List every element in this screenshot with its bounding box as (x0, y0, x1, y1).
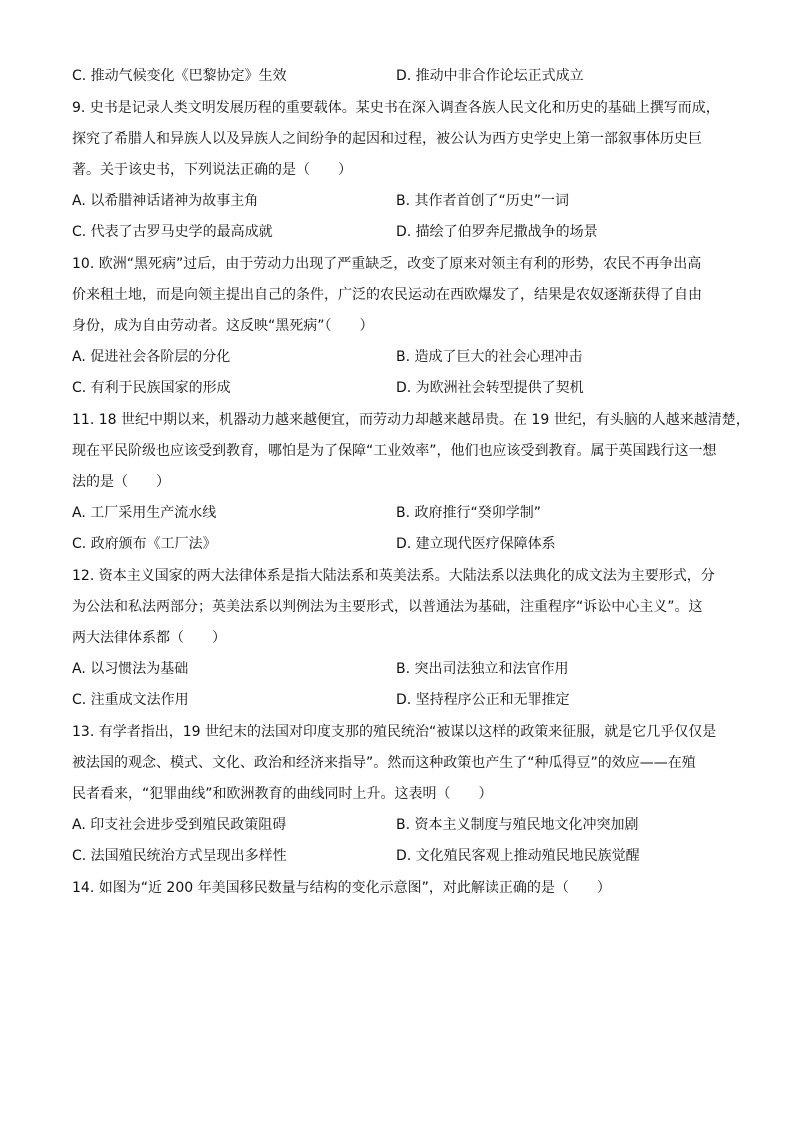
q11-stem-line-1: 11. 18 世纪中期以来，机器动力越来越便宜，而劳动力却越来越昂贵。在 19 世纪，有头脑的人越来越清楚， (72, 412, 750, 428)
q13-option-d: D. 文化殖民客观上推动殖民地民族觉醒 (396, 848, 640, 864)
q10-stem-line-3: 身份，成为自由劳动者。这反映“黑死病”（ ） (72, 318, 374, 334)
q13-stem-line-3: 民者看来，“犯罪曲线”和欧洲教育的曲线同时上升。这表明（ ） (72, 786, 493, 802)
q11-stem-line-3: 法的是（ ） (72, 474, 170, 490)
q9-option-c: C. 代表了古罗马史学的最高成就 (72, 224, 273, 240)
q11-stem-line-2: 现在平民阶级也应该受到教育，哪怕是为了保障“工业效率”，他们也应该受到教育。属于英国践行这一想 (72, 443, 717, 459)
q9-stem-line-1: 9. 史书是记录人类文明发展历程的重要载体。某史书在深入调查各族人民文化和历史的基础上撰写而成， (72, 100, 720, 116)
q8-option-c: C. 推动气候变化《巴黎协定》生效 (72, 68, 287, 84)
q11-option-b: B. 政府推行“癸卯学制” (396, 505, 542, 521)
q9-stem-line-3: 著。关于该史书，下列说法正确的是（ ） (72, 162, 352, 178)
q10-stem-line-1: 10. 欧洲“黑死病”过后，由于劳动力出现了严重缺乏，改变了原来对领主有利的形势，农民不再争出高 (72, 256, 702, 272)
q10-option-b: B. 造成了巨大的社会心理冲击 (396, 349, 583, 365)
q12-option-b: B. 突出司法独立和法官作用 (396, 661, 569, 677)
q12-option-c: C. 注重成文法作用 (72, 692, 189, 708)
q10-option-c: C. 有利于民族国家的形成 (72, 380, 231, 396)
q9-stem-line-2: 探究了希腊人和异族人以及异族人之间纷争的起因和过程，被公认为西方史学史上第一部叙事体历史巨 (72, 131, 702, 147)
q12-stem-line-2: 为公法和私法两部分；英美法系以判例法为主要形式，以普通法为基础，注重程序“诉讼中心主义”。这 (72, 599, 703, 615)
q10-stem-line-2: 价来租土地，而是向领主提出自己的条件，广泛的农民运动在西欧爆发了，结果是农奴逐渐获得了自由 (72, 287, 702, 303)
q12-stem-line-1: 12. 资本主义国家的两大法律体系是指大陆法系和英美法系。大陆法系以法典化的成文法为主要形式，分 (72, 568, 715, 584)
q13-option-c: C. 法国殖民统治方式呈现出多样性 (72, 848, 287, 864)
q9-option-d: D. 描绘了伯罗奔尼撒战争的场景 (396, 224, 598, 240)
q13-option-a: A. 印支社会进步受到殖民政策阻碍 (72, 817, 287, 833)
q14-stem-line-1: 14. 如图为“近 200 年美国移民数量与结构的变化示意图”，对此解读正确的是（ ） (72, 880, 611, 896)
q10-option-d: D. 为欧洲社会转型提供了契机 (396, 380, 584, 396)
q13-option-b: B. 资本主义制度与殖民地文化冲突加剧 (396, 817, 639, 833)
q10-option-a: A. 促进社会各阶层的分化 (72, 349, 231, 365)
q11-option-d: D. 建立现代医疗保障体系 (396, 536, 556, 552)
q13-stem-line-2: 被法国的观念、模式、文化、政治和经济来指导”。然而这种政策也产生了“种瓜得豆”的效应——在殖 (72, 755, 696, 771)
q9-option-a: A. 以希腊神话诸神为故事主角 (72, 193, 259, 209)
q11-option-a: A. 工厂采用生产流水线 (72, 505, 217, 521)
q12-option-d: D. 坚持程序公正和无罪推定 (396, 692, 570, 708)
q9-option-b: B. 其作者首创了“历史”一词 (396, 193, 570, 209)
q8-option-d: D. 推动中非合作论坛正式成立 (396, 68, 584, 84)
q12-option-a: A. 以习惯法为基础 (72, 661, 189, 677)
q12-stem-line-3: 两大法律体系都（ ） (72, 630, 226, 646)
q11-option-c: C. 政府颁布《工厂法》 (72, 536, 217, 552)
q13-stem-line-1: 13. 有学者指出，19 世纪末的法国对印度支那的殖民统治“被谋以这样的政策来征服，就是它几乎仅仅是 (72, 724, 717, 740)
